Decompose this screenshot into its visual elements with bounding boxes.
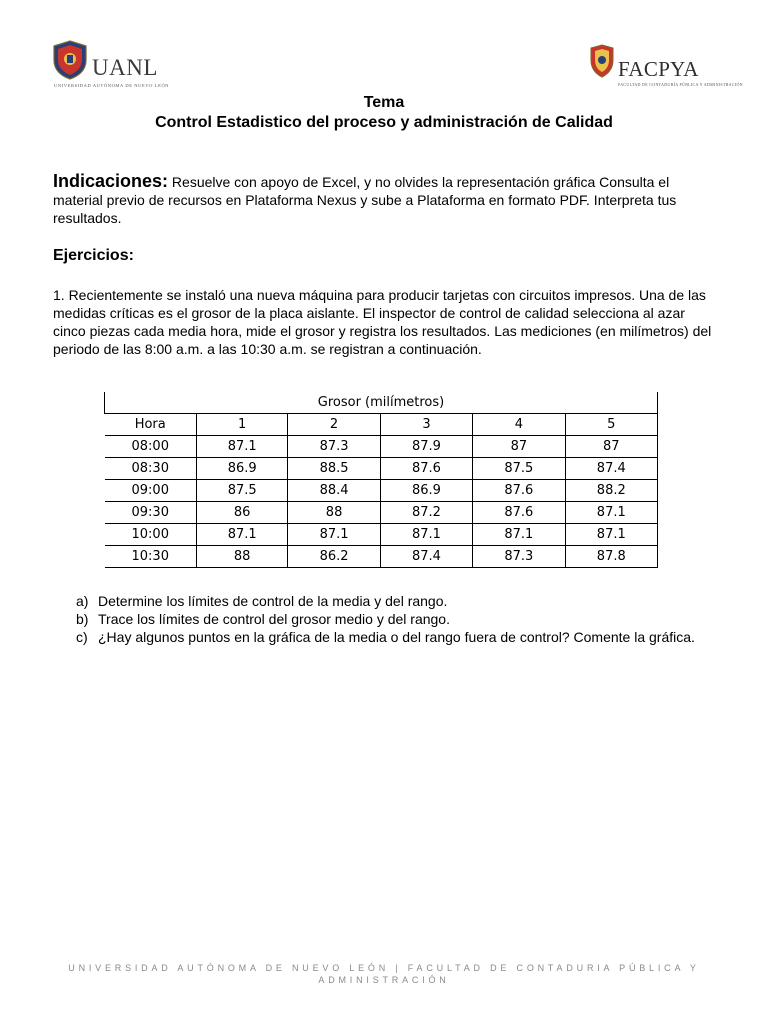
table-header-row (105, 414, 658, 436)
table-cell: 87 (565, 436, 657, 458)
table-cell: 87.6 (473, 502, 565, 524)
table-cell: 86.2 (288, 546, 380, 568)
facpya-subtitle: FACULTAD DE CONTADURÍA PÚBLICA Y ADMINISTRACIÓN (618, 82, 743, 87)
table-cell: 09:00 (105, 480, 197, 502)
uanl-name: UANL (92, 55, 158, 80)
questions-list (76, 592, 716, 646)
table-cell: 87.4 (565, 458, 657, 480)
table-cell: 87.1 (565, 524, 657, 546)
question-text: ¿Hay algunos puntos en la gráfica de la media o del rango fuera de control? Comente la gráfica. (98, 629, 695, 645)
table-header-cell: 2 (288, 414, 380, 436)
table-header-cell: 5 (565, 414, 657, 436)
table-header-cell: 3 (380, 414, 472, 436)
table-cell: 87.6 (473, 480, 565, 502)
facpya-logo (590, 44, 743, 90)
table-row (105, 546, 658, 568)
table-cell: 08:00 (105, 436, 197, 458)
table-cell: 87.1 (288, 524, 380, 546)
list-item (76, 610, 716, 628)
table-cell: 10:30 (105, 546, 197, 568)
table-cell: 87.1 (196, 436, 287, 458)
grosor-table (104, 392, 658, 568)
tema-heading: Tema (363, 94, 405, 111)
question-text: Trace los límites de control del grosor medio y del rango. (98, 611, 450, 627)
table-header-cell: 4 (473, 414, 565, 436)
table-caption-row (105, 392, 658, 414)
table-row (105, 480, 658, 502)
table-header-cell: Hora (105, 414, 197, 436)
list-item (76, 628, 716, 646)
table-row (105, 524, 658, 546)
table-cell: 87.5 (196, 480, 287, 502)
table-cell: 87.1 (380, 524, 472, 546)
uanl-logo (52, 40, 170, 92)
table-cell: 87.1 (473, 524, 565, 546)
table-cell: 87.6 (380, 458, 472, 480)
document-title: Control Estadistico del proceso y administración de Calidad (155, 114, 613, 131)
indicaciones-label: Indicaciones: (53, 171, 169, 191)
table-cell: 88 (196, 546, 287, 568)
table-cell: 87 (473, 436, 565, 458)
exercise-1-text: 1. Recientemente se instaló una nueva máquina para producir tarjetas con circuitos impresos. Una de las medidas críticas es el grosor de la placa aislante. El inspector de control de calidad selecciona al azar cinco piezas cada media hora, mide el grosor y registra los resultados. Las mediciones (en milímetros) del periodo de las 8:00 a.m. a las 10:30 a.m. se registran a continuación. (53, 287, 712, 357)
table-row (105, 436, 658, 458)
table-cell: 87.1 (565, 502, 657, 524)
table-header-cell: 1 (196, 414, 287, 436)
table-cell: 88.4 (288, 480, 380, 502)
table-cell: 86.9 (196, 458, 287, 480)
uanl-crest-icon (52, 40, 88, 80)
facpya-crest-icon (590, 44, 614, 78)
table-cell: 88.2 (565, 480, 657, 502)
question-letter: a) (76, 593, 89, 609)
ejercicios-heading: Ejercicios: (53, 247, 134, 264)
table-cell: 87.8 (565, 546, 657, 568)
table-cell: 88 (288, 502, 380, 524)
table-row (105, 502, 658, 524)
list-item (76, 592, 716, 610)
table-cell: 09:30 (105, 502, 197, 524)
table-cell: 08:30 (105, 458, 197, 480)
indicaciones-paragraph (53, 172, 713, 227)
facpya-name: FACPYA (618, 57, 699, 81)
table-cell: 88.5 (288, 458, 380, 480)
table-cell: 87.3 (473, 546, 565, 568)
indicaciones-text: Resuelve con apoyo de Excel, y no olvides la representación gráfica Consulta el material previo de recursos en Plataforma Nexus y sube a Plataforma en formato PDF. Interpreta tus resultados. (53, 174, 677, 226)
table-cell: 87.2 (380, 502, 472, 524)
table-cell: 10:00 (105, 524, 197, 546)
question-letter: b) (76, 611, 89, 627)
table-caption: Grosor (milímetros) (105, 392, 658, 414)
question-letter: c) (76, 629, 88, 645)
page-footer: UNIVERSIDAD AUTÓNOMA DE NUEVO LEÓN | FACULTAD DE CONTADURIA PÚBLICA Y ADMINISTRACIÓN (68, 963, 700, 985)
table-cell: 87.5 (473, 458, 565, 480)
uanl-subtitle: UNIVERSIDAD AUTÓNOMA DE NUEVO LEÓN (54, 83, 170, 88)
table-cell: 87.9 (380, 436, 472, 458)
table-row (105, 458, 658, 480)
question-text: Determine los límites de control de la media y del rango. (98, 593, 448, 609)
table-cell: 86 (196, 502, 287, 524)
table-cell: 87.4 (380, 546, 472, 568)
table-cell: 87.1 (196, 524, 287, 546)
table-cell: 87.3 (288, 436, 380, 458)
table-cell: 86.9 (380, 480, 472, 502)
